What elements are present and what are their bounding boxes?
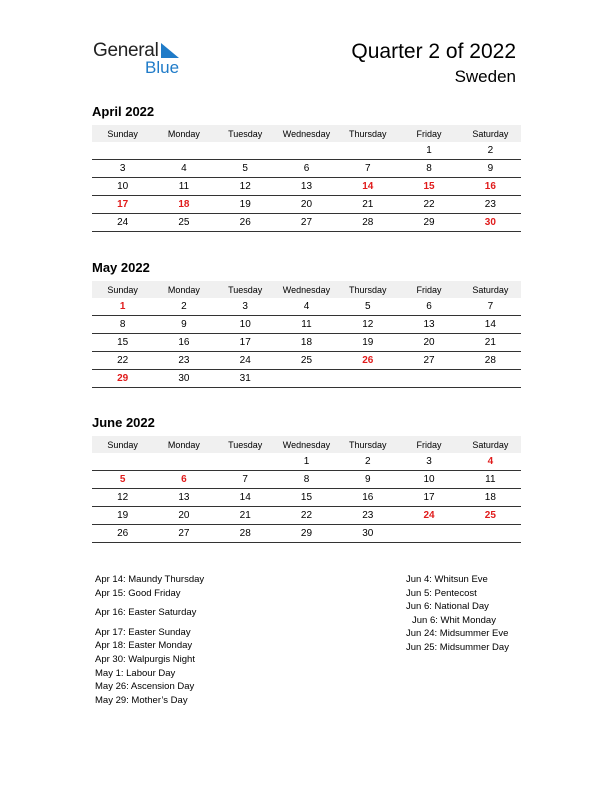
day-cell <box>153 453 214 471</box>
weekday-header: Friday <box>398 436 459 453</box>
day-cell: 26 <box>337 352 398 370</box>
day-cell: 18 <box>276 334 337 352</box>
day-cell <box>460 525 521 543</box>
day-cell: 27 <box>153 525 214 543</box>
holiday-entry: Jun 6: National Day <box>406 601 489 613</box>
day-cell: 10 <box>215 316 276 334</box>
weekday-header: Saturday <box>460 281 521 298</box>
day-cell: 18 <box>460 489 521 507</box>
day-cell: 6 <box>398 298 459 316</box>
week-row <box>92 178 521 196</box>
day-cell: 25 <box>153 214 214 232</box>
day-cell: 3 <box>398 453 459 471</box>
day-cell <box>153 142 214 160</box>
week-row <box>92 196 521 214</box>
day-cell: 25 <box>460 507 521 525</box>
day-cell: 29 <box>398 214 459 232</box>
day-cell: 19 <box>337 334 398 352</box>
day-cell: 3 <box>215 298 276 316</box>
holiday-entry: May 1: Labour Day <box>95 667 176 679</box>
day-cell: 29 <box>92 370 153 388</box>
day-cell <box>337 142 398 160</box>
day-cell: 7 <box>460 298 521 316</box>
week-row <box>92 214 521 232</box>
weekday-header: Monday <box>153 436 214 453</box>
day-cell <box>398 370 459 388</box>
day-cell: 4 <box>460 453 521 471</box>
holiday-entry: Apr 15: Good Friday <box>95 587 181 599</box>
day-cell: 22 <box>276 507 337 525</box>
day-cell: 19 <box>92 507 153 525</box>
logo <box>93 40 193 80</box>
day-cell: 9 <box>337 471 398 489</box>
day-cell: 29 <box>276 525 337 543</box>
day-cell: 8 <box>92 316 153 334</box>
weekday-header-row <box>92 281 521 298</box>
day-cell: 20 <box>398 334 459 352</box>
day-cell: 14 <box>215 489 276 507</box>
month-june <box>92 414 521 543</box>
day-cell: 22 <box>398 196 459 214</box>
day-cell: 7 <box>337 160 398 178</box>
holiday-entry: May 26: Ascension Day <box>95 681 195 693</box>
holiday-entry: Apr 18: Easter Monday <box>95 640 193 652</box>
weekday-header: Thursday <box>337 281 398 298</box>
week-row <box>92 507 521 525</box>
day-cell <box>92 142 153 160</box>
day-cell: 17 <box>92 196 153 214</box>
day-cell: 28 <box>337 214 398 232</box>
logo-text-general: General <box>93 40 159 61</box>
holiday-entry: Apr 30: Walpurgis Night <box>95 653 195 665</box>
weekday-header: Thursday <box>337 125 398 142</box>
day-cell: 4 <box>276 298 337 316</box>
day-cell: 20 <box>153 507 214 525</box>
day-cell <box>337 370 398 388</box>
weekday-header: Friday <box>398 281 459 298</box>
day-cell: 23 <box>153 352 214 370</box>
country-name: Sweden <box>454 67 516 86</box>
day-cell: 25 <box>276 352 337 370</box>
day-cell: 20 <box>276 196 337 214</box>
calendar-table <box>92 281 521 388</box>
day-cell: 2 <box>153 298 214 316</box>
day-cell: 22 <box>92 352 153 370</box>
day-cell: 17 <box>398 489 459 507</box>
day-cell: 28 <box>460 352 521 370</box>
day-cell: 30 <box>153 370 214 388</box>
day-cell <box>398 525 459 543</box>
day-cell: 11 <box>276 316 337 334</box>
holiday-entry: Jun 6: Whit Monday <box>412 614 496 626</box>
day-cell: 14 <box>337 178 398 196</box>
weekday-header: Sunday <box>92 125 153 142</box>
week-row <box>92 489 521 507</box>
month-april <box>92 103 521 232</box>
day-cell: 9 <box>153 316 214 334</box>
day-cell <box>215 142 276 160</box>
day-cell: 28 <box>215 525 276 543</box>
day-cell: 12 <box>92 489 153 507</box>
day-cell: 13 <box>276 178 337 196</box>
page-title: Quarter 2 of 2022 <box>351 40 516 63</box>
calendar-table <box>92 125 521 232</box>
holiday-entry: Jun 4: Whitsun Eve <box>406 574 488 585</box>
day-cell: 30 <box>337 525 398 543</box>
month-title: June 2022 <box>92 415 155 430</box>
day-cell: 4 <box>153 160 214 178</box>
day-cell: 27 <box>276 214 337 232</box>
day-cell: 21 <box>337 196 398 214</box>
day-cell: 30 <box>460 214 521 232</box>
day-cell: 1 <box>276 453 337 471</box>
logo-text-blue: Blue <box>145 58 180 77</box>
day-cell: 8 <box>398 160 459 178</box>
day-cell: 23 <box>337 507 398 525</box>
week-row <box>92 316 521 334</box>
weekday-header: Wednesday <box>276 125 337 142</box>
day-cell: 5 <box>92 471 153 489</box>
logo-triangle-icon <box>159 43 181 59</box>
day-cell: 9 <box>460 160 521 178</box>
month-title: May 2022 <box>92 260 150 275</box>
month-may <box>92 259 521 388</box>
day-cell <box>276 142 337 160</box>
weekday-header: Wednesday <box>276 436 337 453</box>
weekday-header: Wednesday <box>276 281 337 298</box>
day-cell: 2 <box>460 142 521 160</box>
day-cell: 21 <box>460 334 521 352</box>
weekday-header: Sunday <box>92 436 153 453</box>
day-cell: 23 <box>460 196 521 214</box>
day-cell: 15 <box>92 334 153 352</box>
day-cell: 8 <box>276 471 337 489</box>
week-row <box>92 298 521 316</box>
holiday-entry: Jun 5: Pentecost <box>406 587 477 599</box>
day-cell: 1 <box>398 142 459 160</box>
week-row <box>92 370 521 388</box>
day-cell: 15 <box>398 178 459 196</box>
day-cell: 26 <box>215 214 276 232</box>
weekday-header-row <box>92 125 521 142</box>
day-cell: 24 <box>92 214 153 232</box>
day-cell: 16 <box>337 489 398 507</box>
month-title: April 2022 <box>92 104 155 119</box>
day-cell: 2 <box>337 453 398 471</box>
day-cell: 10 <box>92 178 153 196</box>
weekday-header: Saturday <box>460 436 521 453</box>
day-cell: 18 <box>153 196 214 214</box>
day-cell: 5 <box>337 298 398 316</box>
holiday-list-left <box>95 573 204 707</box>
day-cell: 11 <box>153 178 214 196</box>
weekday-header: Sunday <box>92 281 153 298</box>
holiday-entry: Jun 25: Midsummer Day <box>406 641 509 653</box>
calendar-table <box>92 436 521 543</box>
day-cell: 5 <box>215 160 276 178</box>
holiday-entry: May 29: Mother’s Day <box>95 694 188 706</box>
holiday-entry: Apr 14: Maundy Thursday <box>95 574 205 585</box>
weekday-header: Thursday <box>337 436 398 453</box>
weekday-header: Tuesday <box>215 281 276 298</box>
day-cell: 24 <box>215 352 276 370</box>
holiday-entry: Apr 17: Easter Sunday <box>95 626 191 638</box>
day-cell: 19 <box>215 196 276 214</box>
day-cell: 14 <box>460 316 521 334</box>
week-row <box>92 142 521 160</box>
day-cell <box>215 453 276 471</box>
week-row <box>92 352 521 370</box>
day-cell: 3 <box>92 160 153 178</box>
weekday-header: Monday <box>153 125 214 142</box>
day-cell: 26 <box>92 525 153 543</box>
day-cell: 13 <box>153 489 214 507</box>
day-cell: 1 <box>92 298 153 316</box>
holiday-list-right <box>406 573 509 655</box>
day-cell: 27 <box>398 352 459 370</box>
day-cell: 11 <box>460 471 521 489</box>
day-cell: 15 <box>276 489 337 507</box>
day-cell: 12 <box>337 316 398 334</box>
week-row <box>92 160 521 178</box>
day-cell <box>460 370 521 388</box>
weekday-header: Saturday <box>460 125 521 142</box>
holiday-entry: Apr 16: Easter Saturday <box>95 607 197 619</box>
week-row <box>92 334 521 352</box>
day-cell <box>92 453 153 471</box>
day-cell: 13 <box>398 316 459 334</box>
day-cell: 21 <box>215 507 276 525</box>
day-cell: 12 <box>215 178 276 196</box>
day-cell: 17 <box>215 334 276 352</box>
day-cell: 6 <box>153 471 214 489</box>
holiday-entry: Jun 24: Midsummer Eve <box>406 628 509 640</box>
day-cell: 6 <box>276 160 337 178</box>
weekday-header: Friday <box>398 125 459 142</box>
day-cell: 24 <box>398 507 459 525</box>
day-cell: 7 <box>215 471 276 489</box>
weekday-header: Tuesday <box>215 436 276 453</box>
week-row <box>92 453 521 471</box>
weekday-header: Tuesday <box>215 125 276 142</box>
day-cell: 31 <box>215 370 276 388</box>
day-cell: 16 <box>460 178 521 196</box>
day-cell: 16 <box>153 334 214 352</box>
day-cell: 10 <box>398 471 459 489</box>
weekday-header: Monday <box>153 281 214 298</box>
week-row <box>92 471 521 489</box>
week-row <box>92 525 521 543</box>
day-cell <box>276 370 337 388</box>
weekday-header-row <box>92 436 521 453</box>
